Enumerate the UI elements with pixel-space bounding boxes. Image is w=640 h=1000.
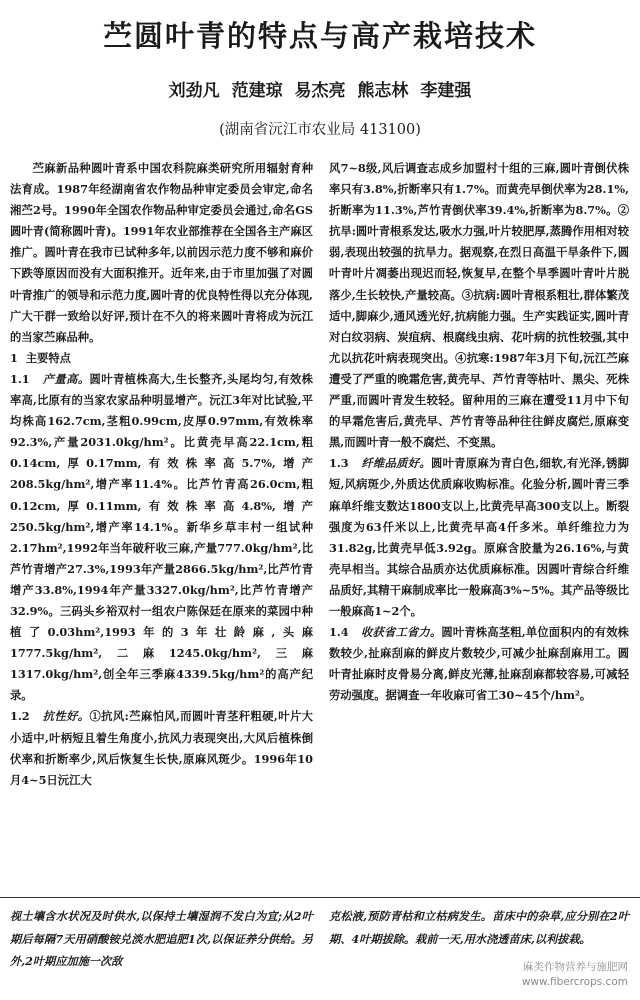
subsection-text: 圆叶青植株高大,生长整齐,头尾均匀,有效株率高,比原有的当家农家品种明显增产。沅江3年对比试验,平均株高162.7cm,茎粗0.99cm,皮厚0.97mm,有效株率92.3%,产量2031.0kg/hm²。比黄壳早高22.1cm,粗0.14cm,厚0.17mm,有效株率高5.7%,增产208.5kg/hm²,增产率11.4%。比芦竹青高26.0cm,粗0.12cm,厚0.11mm,有效株率高4.8%,增产250.5kg/hm²,增产率14.1%。新华乡草丰村一组试种2.17hm²,1992年当年破秆收三麻,产量777.0kg/hm²,比芦竹青增产27.3%,1993年产量2866.5kg/hm²,比芦竹青增产33.8%,1994年产量3327.0kg/hm²,比芦竹青增产32.9%。三码头乡裕双村一组农户陈保廷在原来的菜园中种植了0.03hm²,1993年的3年壮龄麻,头麻1777.5kg/hm²,二麻1245.0kg/hm²,三麻1317.0kg/hm²,创全年三季麻4339.5kg/hm²的高产纪录。 (10, 371, 313, 703)
watermark-url: www.fibercrops.com (521, 976, 628, 988)
author-affiliation: (湖南省沅江市农业局 413100) (219, 122, 421, 138)
subsection-text: ①抗风:苎麻怕风,而圆叶青茎秆粗硬,叶片大小适中,叶柄短且着生角度小,抗风力表现突出,大风后植株倒伏率和折断率少,风后恢复生长快,原麻风斑少。1996年10月4~5日沅江大 (10, 709, 313, 787)
section-number: 1 (10, 350, 18, 365)
subsection-number: 1.4 (329, 625, 349, 640)
adjacent-page-text-left: 视土壤含水状况及时供水,以保持土壤湿润不发白为宜;从2叶期后每隔7天用硝酸铵兑淡水肥追肥1次,以保证养分供给。另外,2叶期应加施一次敌 (10, 909, 313, 968)
subsection-1-4 (329, 622, 629, 706)
subsection-1-1 (10, 369, 313, 707)
adjacent-page-text-right: 克松液,预防青枯和立枯病发生。苗床中的杂草,应分别在2叶期、4叶期拔除。栽前一天,用水浇透苗床,以利拔栽。 (329, 909, 629, 946)
subsection-title: 产量高。 (42, 371, 90, 386)
subsection-number: 1.1 (10, 371, 30, 386)
subsection-title: 纤维品质好。 (361, 456, 431, 471)
section-title: 主要特点 (25, 350, 71, 365)
page-divider (0, 897, 640, 898)
subsection-title: 抗性好。 (42, 709, 90, 724)
subsection-number: 1.2 (10, 709, 30, 724)
subsection-text: 圆叶青原麻为青白色,细软,有光泽,锈脚短,风病斑少,外质达优质麻收购标准。化验分析,圆叶青三季麻单纤维支数达1800支以上,比黄壳早高300支以上。断裂强度为63仟米以上,比黄壳早高4仟多米。单纤维拉力为31.82g,比黄壳早低3.92g。原麻含胶量为26.16%,与黄壳早相当。其综合品质亦达优质麻标准。因圆叶青综合纤维品质好,其精干麻制成率比一般麻高3%~5%。其产品等级比一般麻高1~2个。 (329, 456, 629, 618)
left-column (10, 158, 313, 791)
subsection-text: 圆叶青株高茎粗,单位面积内的有效株数较少,扯麻刮麻的鲜皮片数较少,可减少扯麻刮麻用工。圆叶青扯麻时皮骨易分离,鲜皮光薄,扯麻刮麻都较容易,可减轻劳动强度。据调查一年收麻可省工30~45个/hm²。 (329, 625, 629, 703)
author-list: 刘劲凡 范建琼 易杰亮 熊志林 李建强 (168, 81, 472, 101)
subsection-title: 收获省工省力。 (361, 625, 442, 640)
watermark-site-name: 麻类作物营养与施肥网 (523, 961, 628, 973)
section-1-heading (10, 348, 313, 369)
article-title: 苎圆叶青的特点与高产栽培技术 (102, 19, 537, 53)
right-column (329, 158, 629, 706)
subsection-1-3 (329, 453, 629, 622)
intro-paragraph: 苎麻新品种圆叶青系中国农科院麻类研究所用辐射育种法育成。1987年经湖南省农作物品种审定委员会审定,命名湘苎2号。1990年全国农作物品种审定委员会通过,命名GS圆叶青(简称圆叶青)。1991年农业部推荐在全国各主产麻区推广。圆叶青在我市已试种多年,以前因示范力度不够和麻价下跌等原因而没有大面积推开。近年来,由于市里加强了对圆叶青推广的领导和示范力度,圆叶青的优良特性得以充分体现,广大干群一致给以好评,预计在不久的将来圆叶青将成为沅江的当家苎麻品种。 (10, 161, 313, 344)
subsection-1-2-continued: 风7~8级,风后调查志成乡加盟村十组的三麻,圆叶青倒伏株率只有3.8%,折断率只有1.7%。而黄壳早倒伏率为28.1%,折断率为11.3%,芦竹青倒伏率39.4%,折断率为8.7%。②抗旱:圆叶青根系发达,吸水力强,叶片较肥厚,蒸腾作用相对较弱,表现出较强的抗旱力。据观察,在烈日高温干旱条件下,圆叶青叶片凋萎出现迟而轻,恢复早,在整个旱季圆叶青叶片脱落少,生长较快,产量较高。③抗病:圆叶青根系粗壮,群体繁茂适中,脚麻少,通风透光好,抗病能力强。生产实践证实,圆叶青对白纹羽病、炭疽病、根腐线虫病、花叶病的抗性较强,其中尤以抗花叶病表现突出。④抗寒:1987年3月下旬,沅江苎麻遭受了严重的晚霜危害,黄壳早、芦竹青等枯叶、黑尖、死株严重,而圆叶青发生较轻。留种用的三麻在遭受11月中下旬的早霜危害后,黄壳早、芦竹青等品种往往鲜皮腐烂,原麻变黑,而圆叶青一般不腐烂、不变黑。 (329, 161, 629, 450)
subsection-number: 1.3 (329, 456, 349, 471)
subsection-1-2 (10, 706, 313, 790)
site-watermark (518, 958, 632, 992)
